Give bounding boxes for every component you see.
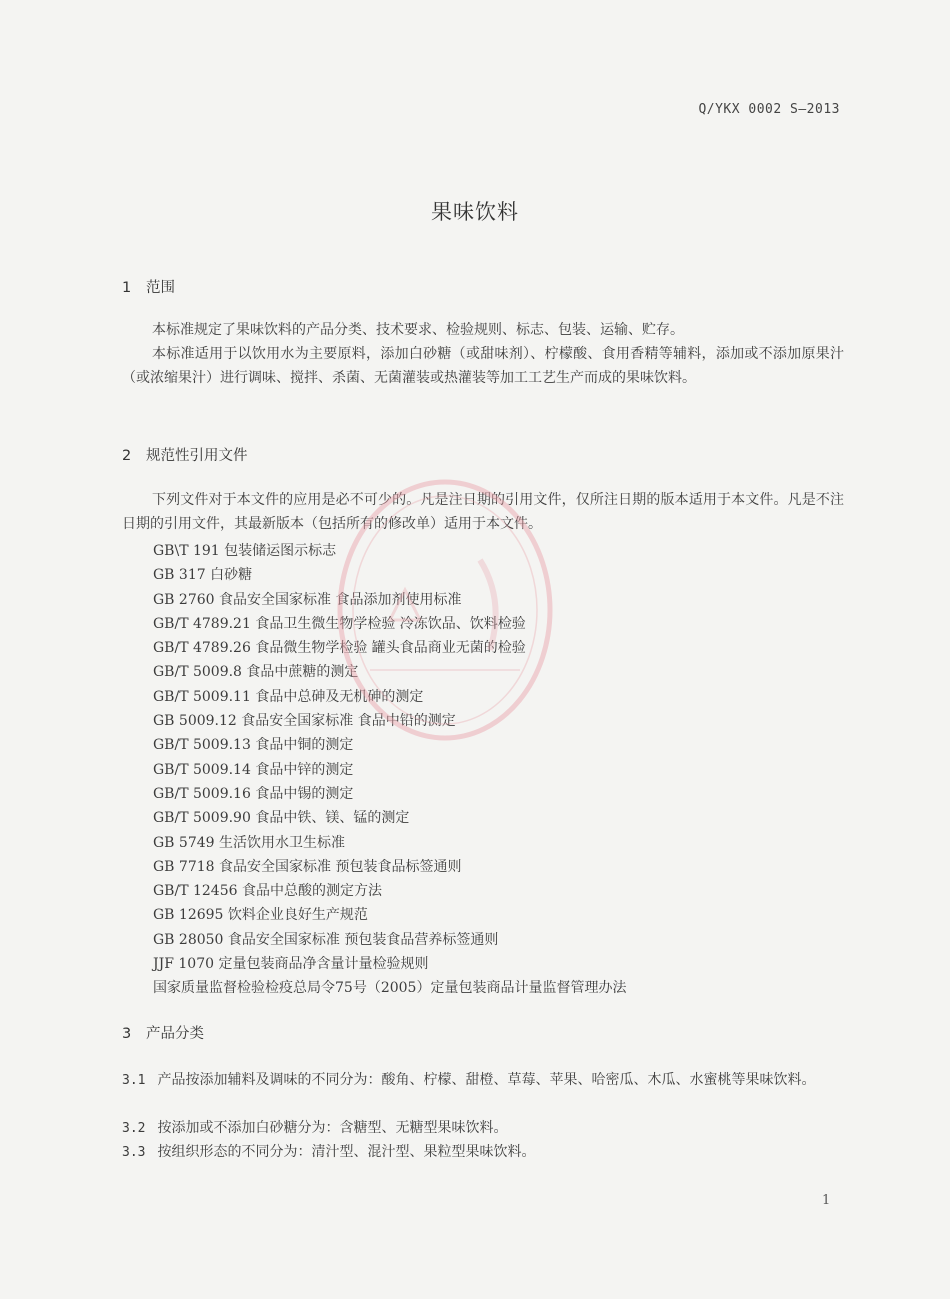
- clause-3-3: [122, 1140, 844, 1165]
- clause-number: 3.1: [122, 1073, 146, 1088]
- reference-item: GB/T 5009.16 食品中锡的测定: [153, 785, 354, 802]
- clause-number: 3.2: [122, 1121, 146, 1136]
- reference-list: [153, 539, 626, 1001]
- reference-item: GB/T 5009.90 食品中铁、镁、锰的测定: [153, 810, 410, 827]
- section-1-paragraph-1: 本标准规定了果味饮料的产品分类、技术要求、检验规则、标志、包装、运输、贮存。: [152, 322, 684, 338]
- reference-item: GB 12695 饮料企业良好生产规范: [153, 907, 368, 924]
- reference-item: GB/T 4789.26 食品微生物学检验 罐头食品商业无菌的检验: [153, 640, 526, 657]
- section-2-title: 规范性引用文件: [146, 448, 248, 464]
- clause-number: 3.3: [122, 1145, 146, 1160]
- section-2-intro: 下列文件对于本文件的应用是必不可少的。凡是注日期的引用文件，仅所注日期的版本适用于本文件。凡是不注日期的引用文件，其最新版本（包括所有的修改单）适用于本文件。: [122, 492, 844, 532]
- reference-item: GB 5009.12 食品安全国家标准 食品中铅的测定: [153, 713, 456, 730]
- clause-text: 产品按添加辅料及调味的不同分为：酸角、柠檬、甜橙、草莓、苹果、哈密瓜、木瓜、水蜜桃等果味饮料。: [157, 1072, 816, 1088]
- reference-item: GB/T 5009.11 食品中总砷及无机砷的测定: [153, 688, 424, 705]
- clause-3-2: [122, 1116, 844, 1141]
- reference-item: GB/T 5009.14 食品中锌的测定: [153, 761, 354, 778]
- clause-text: 按组织形态的不同分为：清汁型、混汁型、果粒型果味饮料。: [157, 1144, 536, 1160]
- reference-item: GB/T 12456 食品中总酸的测定方法: [153, 883, 382, 900]
- reference-item: GB/T 5009.13 食品中铜的测定: [153, 737, 354, 754]
- reference-item: GB 28050 食品安全国家标准 预包装食品营养标签通则: [153, 931, 499, 948]
- reference-item: JJF 1070 定量包装商品净含量计量检验规则: [153, 956, 429, 973]
- section-2-heading: [122, 444, 248, 465]
- reference-item: GB 2760 食品安全国家标准 食品添加剂使用标准: [153, 591, 462, 608]
- document-title: 果味饮料: [431, 200, 519, 224]
- section-1-heading: [122, 276, 175, 297]
- section-3-number: 3: [122, 1026, 132, 1042]
- reference-item: GB 7718 食品安全国家标准 预包装食品标签通则: [153, 858, 462, 875]
- section-1-number: 1: [122, 280, 132, 296]
- reference-item: GB\T 191 包装储运图示标志: [153, 543, 337, 559]
- standard-code: Q/YKX 0002 S—2013: [698, 102, 840, 117]
- page-number: 1: [822, 1193, 831, 1208]
- reference-item: GB/T 4789.21 食品卫生微生物学检验 冷冻饮品、饮料检验: [153, 615, 526, 632]
- section-1-paragraph-2: 本标准适用于以饮用水为主要原料，添加白砂糖（或甜味剂）、柠檬酸、食用香精等辅料，添加或不添加原果汁（或浓缩果汁）进行调味、搅拌、杀菌、无菌灌装或热灌装等加工工艺生产而成的果味饮料。: [122, 346, 844, 386]
- clause-3-1: [122, 1068, 844, 1093]
- reference-item: GB 5749 生活饮用水卫生标准: [153, 834, 346, 851]
- section-1-title: 范围: [146, 280, 175, 296]
- section-3-title: 产品分类: [146, 1026, 204, 1042]
- reference-item: 国家质量监督检验检疫总局令75号（2005）定量包装商品计量监督管理办法: [153, 980, 627, 997]
- reference-item: GB/T 5009.8 食品中蔗糖的测定: [153, 664, 359, 681]
- section-2-number: 2: [122, 448, 132, 464]
- reference-item: GB 317 白砂糖: [153, 567, 253, 584]
- clause-text: 按添加或不添加白砂糖分为：含糖型、无糖型果味饮料。: [157, 1120, 508, 1136]
- section-3-heading: [122, 1022, 204, 1043]
